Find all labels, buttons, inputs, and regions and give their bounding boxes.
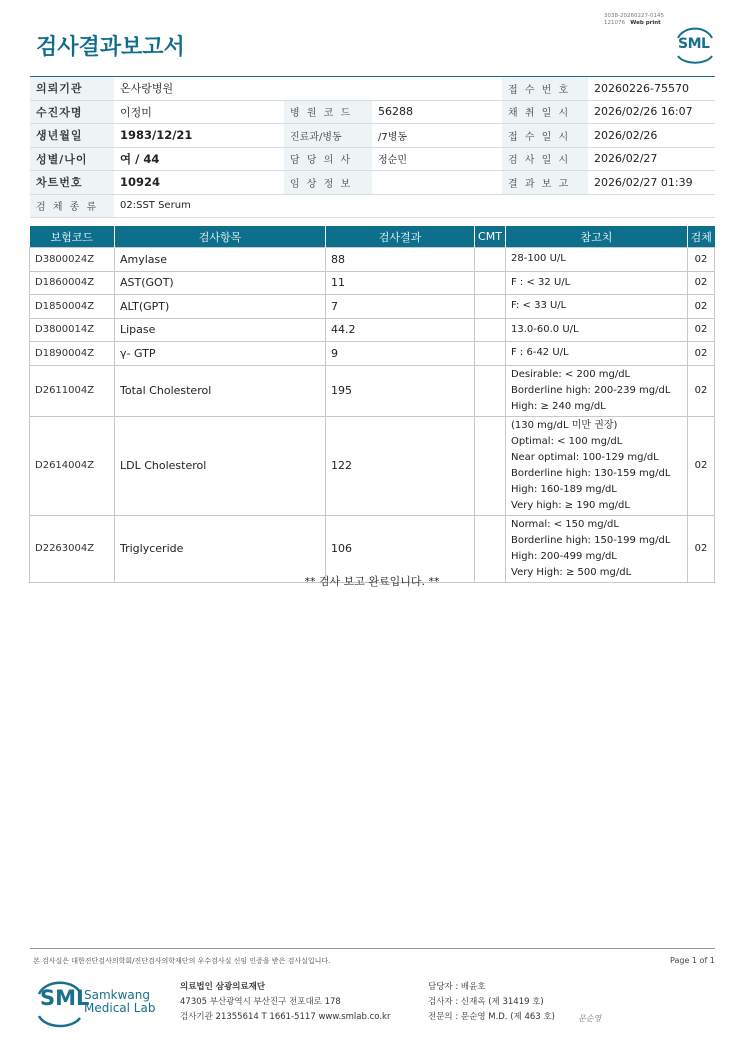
cell-insurance-code: D2614004Z xyxy=(30,416,115,515)
reference-line: 28-100 U/L xyxy=(511,253,566,265)
cell-test-result: 106 xyxy=(326,515,475,582)
reference-line: Near optimal: 100-129 mg/dL xyxy=(511,451,659,463)
value-receipt-date: 2026/02/26 xyxy=(588,124,715,148)
col-test-result: 검사결과 xyxy=(326,226,475,248)
cell-reference xyxy=(506,416,688,515)
value-department: /7병동 xyxy=(372,124,502,148)
value-specimen-type: 02:SST Serum xyxy=(114,194,715,218)
cell-specimen: 02 xyxy=(688,342,715,366)
col-specimen: 검체 xyxy=(688,226,715,248)
cell-cmt xyxy=(475,365,506,416)
table-row xyxy=(30,248,715,272)
cell-insurance-code: D1890004Z xyxy=(30,342,115,366)
footer-logo-sml: SML xyxy=(40,986,90,1010)
cell-test-result: 195 xyxy=(326,365,475,416)
cell-insurance-code: D2263004Z xyxy=(30,515,115,582)
cell-insurance-code: D1860004Z xyxy=(30,271,115,295)
reference-line: F : 6-42 U/L xyxy=(511,347,569,359)
label-sex-age: 성별/나이 xyxy=(30,147,114,171)
reference-line: Normal: < 150 mg/dL xyxy=(511,518,619,530)
cell-specimen: 02 xyxy=(688,295,715,319)
cell-test-item: Amylase xyxy=(115,248,326,272)
footer-logo-name-line2: Medical Lab xyxy=(84,1001,156,1015)
table-row xyxy=(30,271,715,295)
logo-text: SML xyxy=(678,36,710,52)
footer-divider xyxy=(30,948,715,949)
reference-line: F : < 32 U/L xyxy=(511,276,571,288)
sml-logo xyxy=(670,24,720,64)
table-row xyxy=(30,515,715,582)
col-reference: 참고치 xyxy=(506,226,688,248)
page-number: Page 1 of 1 xyxy=(670,956,715,965)
cell-cmt xyxy=(475,515,506,582)
footer-staff xyxy=(428,980,555,1025)
reference-line: High: ≥ 240 mg/dL xyxy=(511,400,606,412)
label-receipt-date: 접 수 일 시 xyxy=(502,124,588,148)
info-row xyxy=(30,147,715,171)
label-collect-time: 채 취 일 시 xyxy=(502,100,588,124)
cell-specimen: 02 xyxy=(688,248,715,272)
info-row xyxy=(30,77,715,101)
col-insurance-code: 보험코드 xyxy=(30,226,115,248)
reference-line: Desirable: < 200 mg/dL xyxy=(511,368,631,380)
cell-test-item: ALT(GPT) xyxy=(115,295,326,319)
cell-test-item: γ- GTP xyxy=(115,342,326,366)
col-cmt: CMT xyxy=(475,226,506,248)
cell-reference xyxy=(506,342,688,366)
cell-test-result: 88 xyxy=(326,248,475,272)
cell-test-item: AST(GOT) xyxy=(115,271,326,295)
value-sex-age: 여 / 44 xyxy=(114,147,284,171)
reference-line: Very High: ≥ 500 mg/dL xyxy=(511,566,632,578)
value-clinical-info xyxy=(372,171,502,195)
cell-insurance-code: D2611004Z xyxy=(30,365,115,416)
reference-line: F: < 33 U/L xyxy=(511,300,567,312)
cell-test-result: 11 xyxy=(326,271,475,295)
table-row xyxy=(30,416,715,515)
cell-reference xyxy=(506,515,688,582)
cell-test-item: Lipase xyxy=(115,318,326,342)
staff-tester: 검사자 : 신재옥 (제 31419 호) xyxy=(428,997,544,1007)
cell-reference xyxy=(506,295,688,319)
cell-test-result: 44.2 xyxy=(326,318,475,342)
cell-insurance-code: D1850004Z xyxy=(30,295,115,319)
cell-cmt xyxy=(475,342,506,366)
report-complete-note: ** 검사 보고 완료입니다. ** xyxy=(304,575,440,588)
print-meta-code: 121076 xyxy=(604,20,625,26)
cell-cmt xyxy=(475,248,506,272)
print-meta-line2 xyxy=(604,20,664,27)
value-chart-no: 10924 xyxy=(114,171,284,195)
label-clinical-info: 임 상 정 보 xyxy=(284,171,372,195)
value-requester: 온사랑병원 xyxy=(114,77,502,101)
footer-contact: 검사기관 21355614 T 1661-5117 www.smlab.co.kr xyxy=(180,1012,391,1022)
table-row xyxy=(30,365,715,416)
cell-insurance-code: D3800024Z xyxy=(30,248,115,272)
cell-insurance-code: D3800014Z xyxy=(30,318,115,342)
cell-specimen: 02 xyxy=(688,515,715,582)
label-department: 진료과/병동 xyxy=(284,124,372,148)
signature: 문순영 xyxy=(578,1014,602,1023)
label-birthdate: 생년월일 xyxy=(30,124,114,148)
patient-info-table xyxy=(30,76,715,218)
label-doctor: 담 당 의 사 xyxy=(284,147,372,171)
footer-logo-name-line1: Samkwang xyxy=(84,988,150,1002)
cell-specimen: 02 xyxy=(688,365,715,416)
cell-reference xyxy=(506,318,688,342)
print-meta-id: 3038-20260227-0145 xyxy=(604,13,664,19)
reference-line: 13.0-60.0 U/L xyxy=(511,323,579,335)
cell-test-item: Triglyceride xyxy=(115,515,326,582)
print-meta xyxy=(604,13,664,27)
reference-line: Borderline high: 130-159 mg/dL xyxy=(511,467,671,479)
cell-test-item: Total Cholesterol xyxy=(115,365,326,416)
label-patient-name: 수진자명 xyxy=(30,100,114,124)
footer-logo xyxy=(36,980,166,1030)
print-meta-mode: Web print xyxy=(630,20,661,26)
reference-line: Very high: ≥ 190 mg/dL xyxy=(511,499,630,511)
label-requester: 의뢰기관 xyxy=(30,77,114,101)
info-row xyxy=(30,124,715,148)
col-test-item: 검사항목 xyxy=(115,226,326,248)
cell-specimen: 02 xyxy=(688,318,715,342)
info-row xyxy=(30,171,715,195)
reference-line: Borderline high: 150-199 mg/dL xyxy=(511,534,671,546)
reference-line: Optimal: < 100 mg/dL xyxy=(511,435,623,447)
cell-reference xyxy=(506,271,688,295)
cell-test-item: LDL Cholesterol xyxy=(115,416,326,515)
footer-address xyxy=(180,980,390,1025)
label-specimen-type: 검 체 종 류 xyxy=(30,194,114,218)
info-row xyxy=(30,194,715,218)
reference-line: (130 mg/dL 미만 권장) xyxy=(511,419,618,431)
label-receipt-no: 접 수 번 호 xyxy=(502,77,588,101)
cell-reference xyxy=(506,365,688,416)
label-test-date: 검 사 일 시 xyxy=(502,147,588,171)
value-receipt-no: 20260226-75570 xyxy=(588,77,715,101)
cell-cmt xyxy=(475,416,506,515)
table-row xyxy=(30,342,715,366)
value-hospital-code: 56288 xyxy=(372,100,502,124)
certification-note: 본 검사실은 대한진단검사의학회/진단검사의학재단의 우수검사실 신임 인증을 받은 검사실입니다. xyxy=(33,957,331,965)
footer-org: 의료법인 삼광의료재단 xyxy=(180,982,266,992)
value-patient-name: 이정미 xyxy=(114,100,284,124)
cell-test-result: 122 xyxy=(326,416,475,515)
footer-logo-name xyxy=(84,989,155,1015)
staff-manager: 담당자 : 배윤호 xyxy=(428,982,486,992)
cell-cmt xyxy=(475,318,506,342)
cell-cmt xyxy=(475,295,506,319)
cell-specimen: 02 xyxy=(688,416,715,515)
value-report-time: 2026/02/27 01:39 xyxy=(588,171,715,195)
table-row xyxy=(30,295,715,319)
label-report-time: 결 과 보 고 xyxy=(502,171,588,195)
value-test-date: 2026/02/27 xyxy=(588,147,715,171)
reference-line: Borderline high: 200-239 mg/dL xyxy=(511,384,671,396)
cell-test-result: 7 xyxy=(326,295,475,319)
value-collect-time: 2026/02/26 16:07 xyxy=(588,100,715,124)
label-chart-no: 차트번호 xyxy=(30,171,114,195)
page-title: 검사결과보고서 xyxy=(36,35,185,60)
results-header-row xyxy=(30,226,715,248)
cell-cmt xyxy=(475,271,506,295)
results-table xyxy=(29,226,715,583)
cell-reference xyxy=(506,248,688,272)
staff-specialist: 전문의 : 문순영 M.D. (제 463 호) xyxy=(428,1012,555,1022)
reference-line: High: 200-499 mg/dL xyxy=(511,550,617,562)
cell-test-result: 9 xyxy=(326,342,475,366)
info-row xyxy=(30,100,715,124)
footer-street: 47305 부산광역시 부산진구 전포대로 178 xyxy=(180,997,341,1007)
cell-specimen: 02 xyxy=(688,271,715,295)
label-hospital-code: 병 원 코 드 xyxy=(284,100,372,124)
value-birthdate: 1983/12/21 xyxy=(114,124,284,148)
table-row xyxy=(30,318,715,342)
reference-line: High: 160-189 mg/dL xyxy=(511,483,617,495)
value-doctor: 정순민 xyxy=(372,147,502,171)
